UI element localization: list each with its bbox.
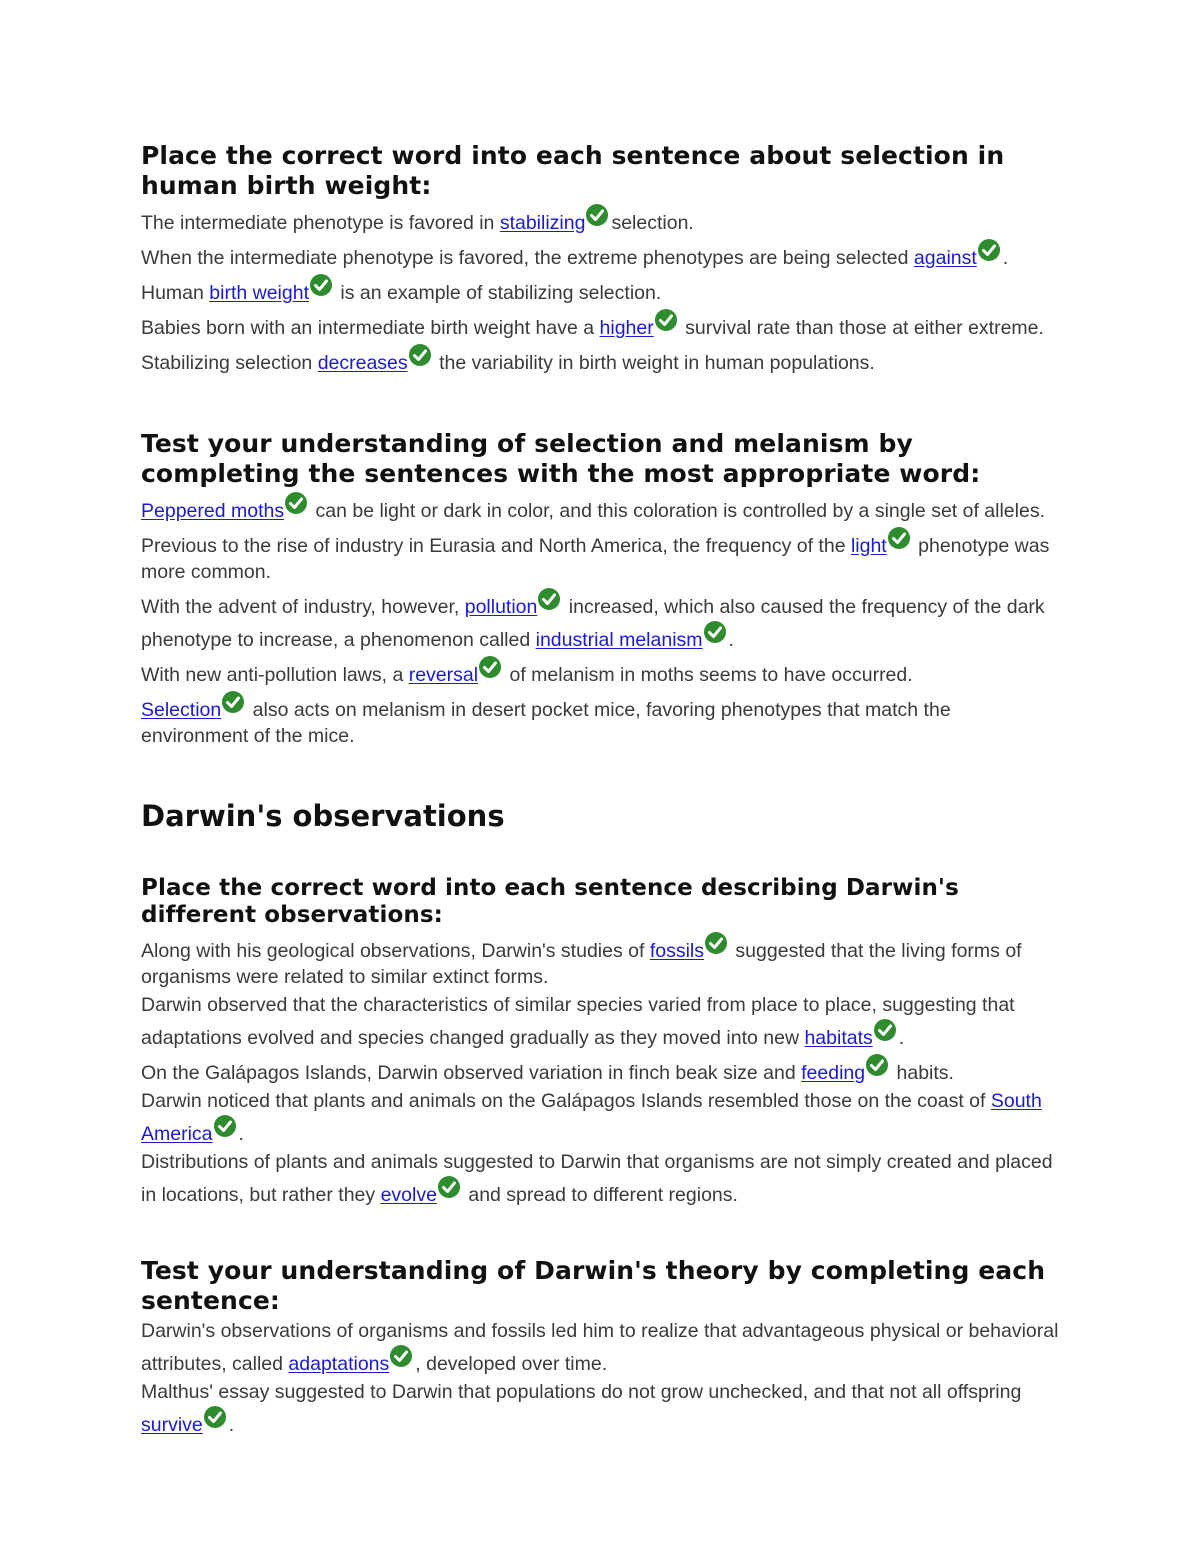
sentence: The intermediate phenotype is favored in stabilizing selection. (141, 201, 1061, 236)
check-circle-icon (704, 931, 728, 955)
sentence: Darwin's observations of organisms and fossils led him to realize that advantageous physical or behavioral attributes, called adaptations , developed over time. (141, 1320, 1059, 1375)
sentence: On the Galápagos Islands, Darwin observed variation in finch beak size and feeding habits. (141, 1051, 1061, 1086)
answer-link[interactable]: Selection (141, 699, 222, 721)
sentence: Babies born with an intermediate birth weight have a higher survival rate than those at either extreme. (141, 306, 1061, 341)
sentence-list (141, 201, 1061, 376)
sentence: Darwin noticed that plants and animals on the Galápagos Islands resembled those on the coast of South America . (141, 1090, 1042, 1145)
section-heading: Test your understanding of Darwin's theory by completing each sentence: (141, 1256, 1046, 1315)
answer-link[interactable]: against (913, 247, 977, 269)
sentence-list (141, 1316, 1061, 1438)
check-circle-icon (654, 308, 678, 332)
answer-link[interactable]: higher (599, 317, 654, 339)
answer-link[interactable]: industrial melanism (535, 629, 703, 651)
check-circle-icon (873, 1018, 897, 1042)
section-heading: Test your understanding of selection and melanism by completing the sentences with the most appropriate word: (141, 429, 981, 488)
sentence: Selection also acts on melanism in desert pocket mice, favoring phenotypes that match the environment of the mice. (141, 688, 1061, 749)
check-circle-icon (865, 1053, 889, 1077)
sentence: With new anti-pollution laws, a reversal of melanism in moths seems to have occurred. (141, 653, 1061, 688)
sentence-list (141, 929, 1061, 1208)
check-circle-icon (537, 587, 561, 611)
sentence: Along with his geological observations, Darwin's studies of fossils suggested that the living forms of organisms were related to similar extinct forms. (141, 929, 1061, 990)
sentence: Distributions of plants and animals suggested to Darwin that organisms are not simply created and placed in locations, but rather they evolve and spread to different regions. (141, 1151, 1053, 1206)
answer-link[interactable]: South America (141, 1090, 1042, 1145)
sentence: Stabilizing selection decreases the variability in birth weight in human populations. (141, 341, 1061, 376)
check-circle-icon (437, 1175, 461, 1199)
answer-link[interactable]: fossils (649, 940, 705, 962)
check-circle-icon (213, 1114, 237, 1138)
sentence: When the intermediate phenotype is favored, the extreme phenotypes are being selected against . (141, 236, 1061, 271)
check-circle-icon (309, 273, 333, 297)
check-circle-icon (221, 690, 245, 714)
sentence: Peppered moths can be light or dark in color, and this coloration is controlled by a single set of alleles. (141, 489, 1061, 524)
check-circle-icon (478, 655, 502, 679)
answer-link[interactable]: evolve (380, 1184, 437, 1206)
sentence: Malthus' essay suggested to Darwin that populations do not grow unchecked, and that not all offspring survive . (141, 1381, 1022, 1436)
check-circle-icon (389, 1344, 413, 1368)
check-circle-icon (887, 526, 911, 550)
section-heading: Place the correct word into each sentence about selection in human birth weight: (141, 141, 1005, 200)
answer-link[interactable]: habitats (804, 1027, 873, 1049)
check-circle-icon (703, 620, 727, 644)
sentence: Darwin observed that the characteristics of similar species varied from place to place, suggesting that adaptations evolved and species changed gradually as they moved into new habitats . (141, 994, 1015, 1049)
answer-link[interactable]: birth weight (209, 282, 309, 304)
sentence: Human birth weight is an example of stabilizing selection. (141, 271, 1061, 306)
answer-link[interactable]: light (850, 535, 887, 557)
check-circle-icon (585, 203, 609, 227)
answer-link[interactable]: adaptations (288, 1353, 390, 1375)
answer-link[interactable]: decreases (317, 352, 408, 374)
sentence: Previous to the rise of industry in Eurasia and North America, the frequency of the light phenotype was more common. (141, 524, 1061, 585)
answer-link[interactable]: survive (141, 1414, 203, 1436)
section-heading: Place the correct word into each sentence describing Darwin's different observations: (141, 875, 959, 928)
sentence: With the advent of industry, however, pollution increased, which also caused the frequency of the dark phenotype to increase, a phenomenon called industrial melanism . (141, 585, 1061, 653)
check-circle-icon (284, 491, 308, 515)
check-circle-icon (203, 1405, 227, 1429)
answer-link[interactable]: feeding (801, 1062, 866, 1084)
check-circle-icon (408, 343, 432, 367)
sentence-list (141, 489, 1061, 749)
document-page (141, 141, 1061, 1438)
chapter-title: Darwin's observations (141, 799, 505, 833)
answer-link[interactable]: Peppered moths (141, 500, 285, 522)
answer-link[interactable]: pollution (464, 596, 538, 618)
check-circle-icon (977, 238, 1001, 262)
answer-link[interactable]: reversal (408, 664, 479, 686)
answer-link[interactable]: stabilizing (499, 212, 586, 234)
